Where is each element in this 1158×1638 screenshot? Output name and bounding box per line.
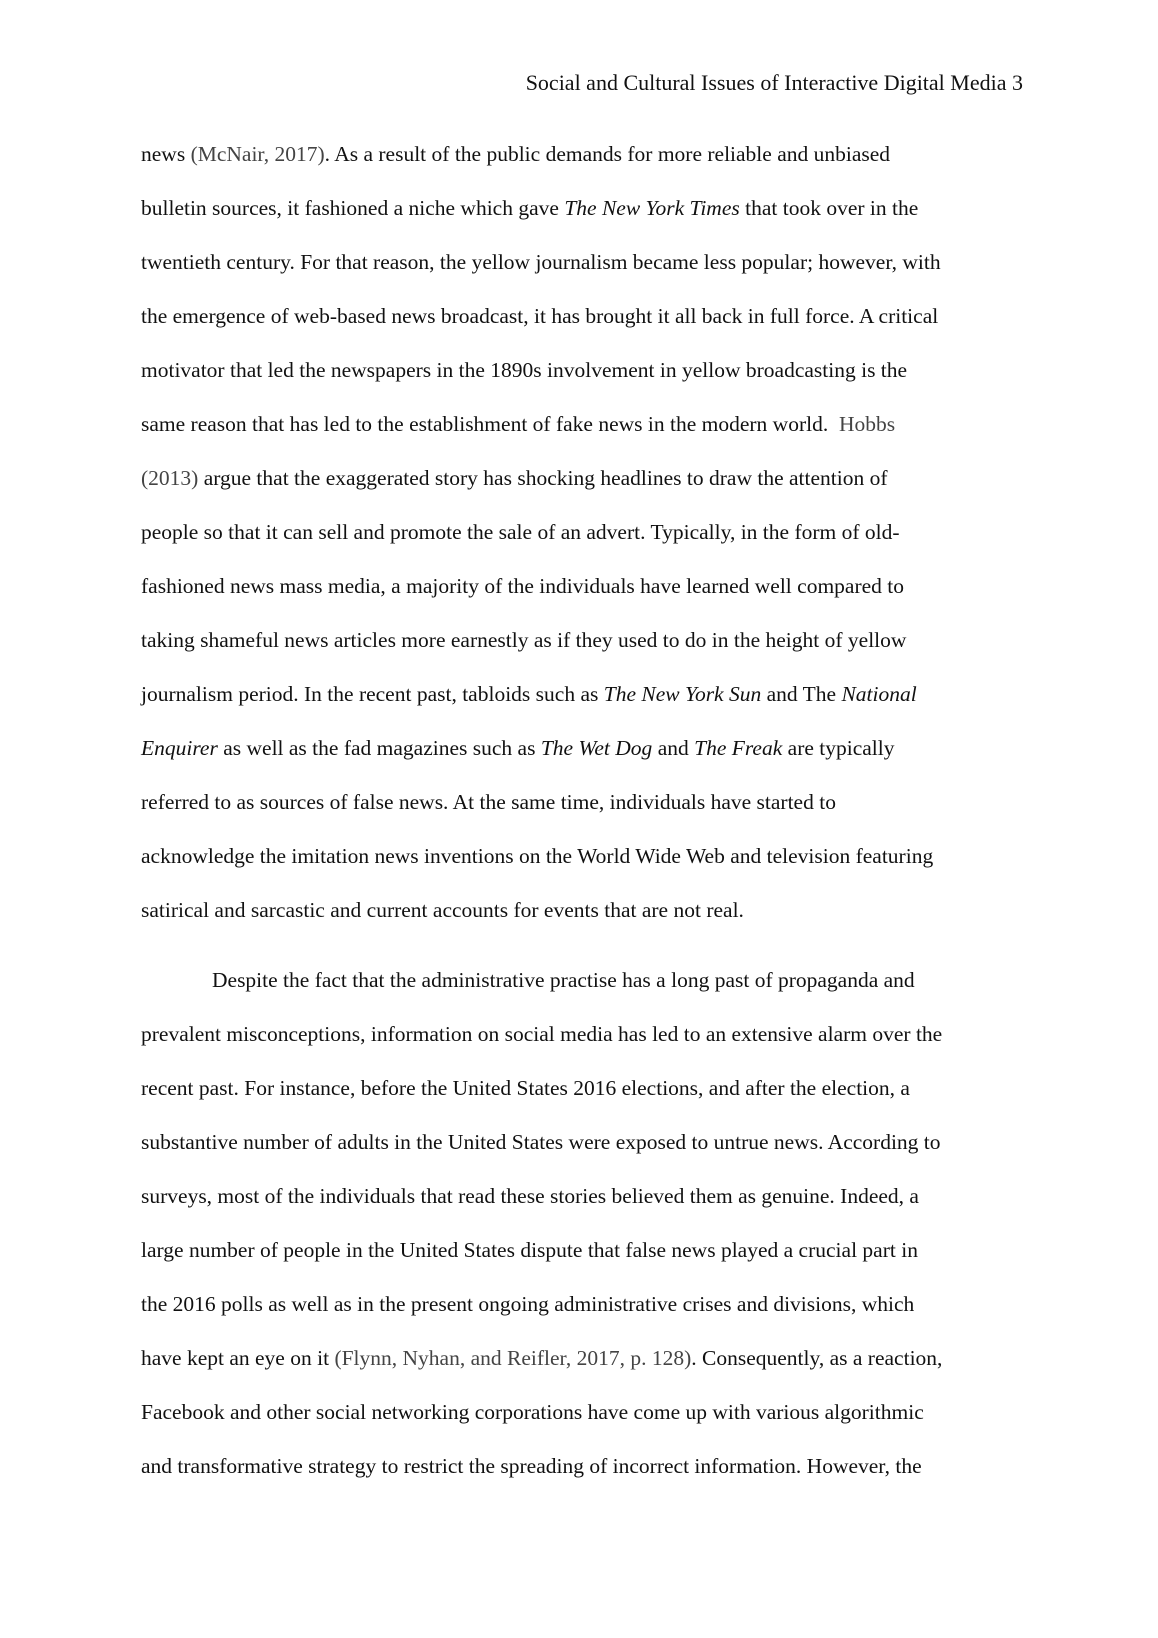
text-line: acknowledge the imitation news inventions on the World Wide Web and television featuring [141, 844, 934, 868]
text-line: Despite the fact that the administrative practise has a long past of propaganda and [212, 968, 915, 992]
text-line: satirical and sarcastic and current accounts for events that are not real. [141, 898, 744, 922]
text-line: Enquirer as well as the fad magazines such as The Wet Dog and The Freak are typically [141, 736, 895, 760]
text-line: referred to as sources of false news. At the same time, individuals have started to [141, 790, 836, 814]
citation: (McNair, 2017) [190, 142, 325, 166]
paragraph-1 [141, 138, 1031, 948]
italic-title: The New York Times [564, 196, 740, 220]
text-line: bulletin sources, it fashioned a niche which gave The New York Times that took over in the [141, 196, 919, 220]
citation: Hobbs [838, 412, 896, 436]
text-line: taking shameful news articles more earnestly as if they used to do in the height of yellow [141, 628, 907, 652]
italic-title: National [841, 682, 917, 706]
text-line: twentieth century. For that reason, the yellow journalism became less popular; however, with [141, 250, 941, 274]
italic-title: The New York Sun [603, 682, 762, 706]
text-line: (2013) argue that the exaggerated story has shocking headlines to draw the attention of [141, 466, 888, 490]
text-line: Facebook and other social networking corporations have come up with various algorithmic [141, 1400, 924, 1424]
text-line: have kept an eye on it (Flynn, Nyhan, and Reifler, 2017, p. 128). Consequently, as a reaction, [141, 1346, 943, 1370]
text-line: prevalent misconceptions, information on social media has led to an extensive alarm over the [141, 1022, 943, 1046]
citation: (2013) [141, 466, 199, 490]
text-line: substantive number of adults in the United States were exposed to untrue news. According to [141, 1130, 941, 1154]
text-line: surveys, most of the individuals that read these stories believed them as genuine. Indeed, a [141, 1184, 919, 1208]
paragraph-2 [141, 964, 1031, 1504]
text-line: journalism period. In the recent past, tabloids such as The New York Sun and The National [141, 682, 917, 706]
text-line: fashioned news mass media, a majority of the individuals have learned well compared to [141, 574, 905, 598]
text-line: large number of people in the United States dispute that false news played a crucial part in [141, 1238, 918, 1262]
text-line: the emergence of web-based news broadcast, it has brought it all back in full force. A critical [141, 304, 939, 328]
text-line: people so that it can sell and promote the sale of an advert. Typically, in the form of old- [141, 520, 900, 544]
italic-title: The Freak [694, 736, 783, 760]
text-line: the 2016 polls as well as in the present ongoing administrative crises and divisions, which [141, 1292, 915, 1316]
text-line: and transformative strategy to restrict the spreading of incorrect information. However, the [141, 1454, 922, 1478]
running-head: Social and Cultural Issues of Interactive Digital Media 3 [525, 70, 1023, 95]
paragraph-spacer [141, 948, 1031, 964]
text-line: news (McNair, 2017). As a result of the public demands for more reliable and unbiased [141, 142, 891, 166]
text-line: same reason that has led to the establishment of fake news in the modern world. Hobbs [141, 412, 896, 436]
italic-title: Enquirer [141, 736, 218, 760]
body-text [141, 138, 1031, 1504]
citation: (Flynn, Nyhan, and Reifler, 2017, p. 128) [334, 1346, 692, 1370]
text-line: motivator that led the newspapers in the 1890s involvement in yellow broadcasting is the [141, 358, 908, 382]
italic-title: The Wet Dog [540, 736, 653, 760]
text-line: recent past. For instance, before the United States 2016 elections, and after the election, a [141, 1076, 910, 1100]
